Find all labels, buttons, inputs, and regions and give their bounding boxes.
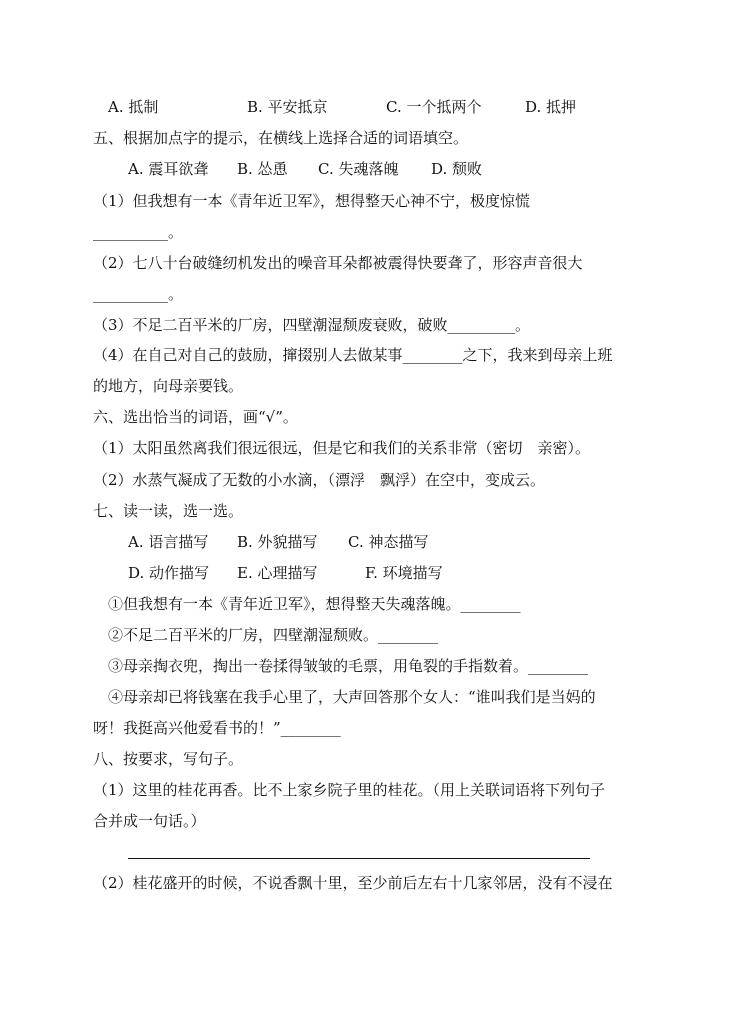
q8-item-1-cont: 合并成一句话。） [93, 812, 206, 830]
q4-option-d: D. 抵押 [525, 98, 577, 116]
q7-item-1: ①但我想有一本《青年近卫军》，想得整天失魂落魄。________ [108, 595, 521, 613]
section-5-title: 五、根据加点字的提示，在横线上选择合适的词语填空。 [93, 129, 469, 147]
q5-item-1: （1）但我想有一本《青年近卫军》，想得整天心神不宁，极度惊慌 [93, 192, 531, 210]
q7-option-c: C. 神态描写 [348, 533, 429, 551]
q7-option-f: F. 环境描写 [365, 564, 443, 582]
q5-item-4: （4）在自己对自己的鼓励，撺掇别人去做某事________之下，我来到母亲上班 [93, 346, 613, 364]
q7-option-a: A. 语言描写 [128, 533, 209, 551]
q5-item-2-blank: __________。 [93, 285, 184, 303]
q7-item-2: ②不足二百平米的厂房，四壁潮湿颓败。________ [108, 626, 439, 644]
section-7-title: 七、读一读，选一选。 [93, 502, 244, 520]
q7-option-e: E. 心理描写 [237, 564, 318, 582]
section-6-title: 六、选出恰当的词语，画“√”。 [93, 408, 298, 426]
q4-option-a: A. 抵制 [108, 98, 159, 116]
q7-item-4-cont: 呀！我挺高兴他爱看书的！”________ [93, 719, 341, 737]
q8-item-2: （2）桂花盛开的时候，不说香飘十里，至少前后左右十几家邻居，没有不浸在 [93, 874, 613, 892]
q7-item-3: ③母亲掏衣兜，掏出一卷揉得皱皱的毛票，用龟裂的手指数着。________ [108, 657, 589, 675]
q7-item-4: ④母亲却已将钱塞在我手心里了，大声回答那个女人：“谁叫我们是当妈的 [108, 688, 596, 706]
answer-line [128, 858, 590, 859]
q6-item-1: （1）太阳虽然离我们很远很远，但是它和我们的关系非常（密切 亲密）。 [93, 439, 591, 457]
q5-item-4-cont: 的地方，向母亲要钱。 [93, 377, 244, 395]
q4-option-b: B. 平安抵京 [247, 98, 328, 116]
q5-item-3: （3）不足二百平米的厂房，四壁潮湿颓废衰败，破败_________。 [93, 316, 531, 334]
q7-option-b: B. 外貌描写 [237, 533, 318, 551]
q5-option-c: C. 失魂落魄 [318, 160, 399, 178]
q5-option-a: A. 震耳欲聋 [128, 160, 209, 178]
q4-option-c: C. 一个抵两个 [386, 98, 482, 116]
q5-option-b: B. 怂恿 [237, 160, 288, 178]
q5-item-1-blank: __________。 [93, 223, 184, 241]
q5-option-d: D. 颓败 [431, 160, 483, 178]
q7-option-d: D. 动作描写 [128, 564, 210, 582]
q8-item-1: （1）这里的桂花再香。比不上家乡院子里的桂花。（用上关联词语将下列句子 [93, 781, 606, 799]
section-8-title: 八、按要求，写句子。 [93, 750, 244, 768]
q5-item-2: （2）七八十台破缝纫机发出的噪音耳朵都被震得快要聋了，形容声音很大 [93, 254, 583, 272]
q6-item-2: （2）水蒸气凝成了无数的小水滴，（漂浮 飘浮）在空中，变成云。 [93, 471, 546, 489]
